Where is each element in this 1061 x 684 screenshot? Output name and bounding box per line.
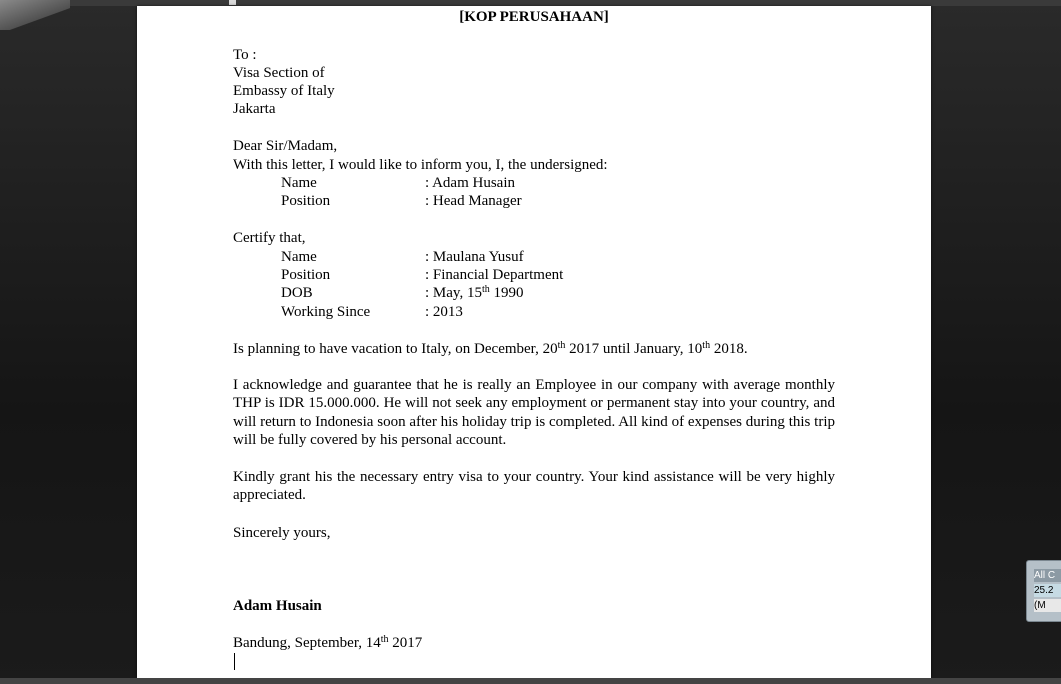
side-panel-note: (M [1034, 599, 1061, 612]
date-line: Bandung, September, 14th 2017 [233, 634, 423, 651]
employee-name-value: : Maulana Yusuf [425, 249, 524, 265]
signature-name: Adam Husain [233, 598, 322, 614]
undersigned-position-label: Position [281, 193, 331, 209]
employee-dob-label: DOB [281, 285, 313, 301]
text-cursor [234, 653, 235, 670]
document-page[interactable] [137, 6, 931, 678]
recipient-line-4: Jakarta [233, 101, 276, 117]
vacation-line: Is planning to have vacation to Italy, on December, 20th 2017 until January, 10th 2018. [233, 340, 748, 357]
background-shape [0, 0, 70, 30]
employee-dob-value: : May, 15th 1990 [425, 284, 524, 301]
recipient-line-3: Embassy of Italy [233, 83, 335, 99]
side-panel-header: All C [1034, 569, 1061, 582]
closing-line: Sincerely yours, [233, 525, 331, 541]
undersigned-name-label: Name [281, 175, 317, 191]
letterhead-title: [KOP PERUSAHAAN] [459, 9, 609, 25]
side-panel-widget[interactable] [1026, 560, 1061, 622]
employee-name-label: Name [281, 249, 317, 265]
greeting: Dear Sir/Madam, [233, 138, 338, 154]
certify-line: Certify that, [233, 230, 306, 246]
undersigned-position-value: : Head Manager [425, 193, 522, 209]
employee-since-value: : 2013 [425, 304, 463, 320]
guarantee-paragraph: I acknowledge and guarantee that he is really an Employee in our company with average monthly THP is IDR 15.000.000. He will not seek any employment or permanent stay into your country, and will return to Indonesia soon after his holiday trip is completed. All kind of expenses during this trip will be fully covered by his personal account. [233, 377, 835, 449]
ruler-indent-marker[interactable] [229, 0, 236, 5]
side-panel-value: 25.2 [1034, 584, 1061, 597]
undersigned-name-value: : Adam Husain [425, 175, 515, 191]
window-bottom-bar [0, 678, 1061, 684]
employee-position-label: Position [281, 267, 331, 283]
recipient-line-2: Visa Section of [233, 65, 325, 81]
intro-line: With this letter, I would like to inform you, I, the undersigned: [233, 157, 608, 173]
request-paragraph: Kindly grant his the necessary entry visa to your country. Your kind assistance will be very highly appreciated. [233, 469, 835, 504]
recipient-line-1: To : [233, 47, 257, 63]
employee-since-label: Working Since [281, 304, 371, 320]
employee-position-value: : Financial Department [425, 267, 564, 283]
